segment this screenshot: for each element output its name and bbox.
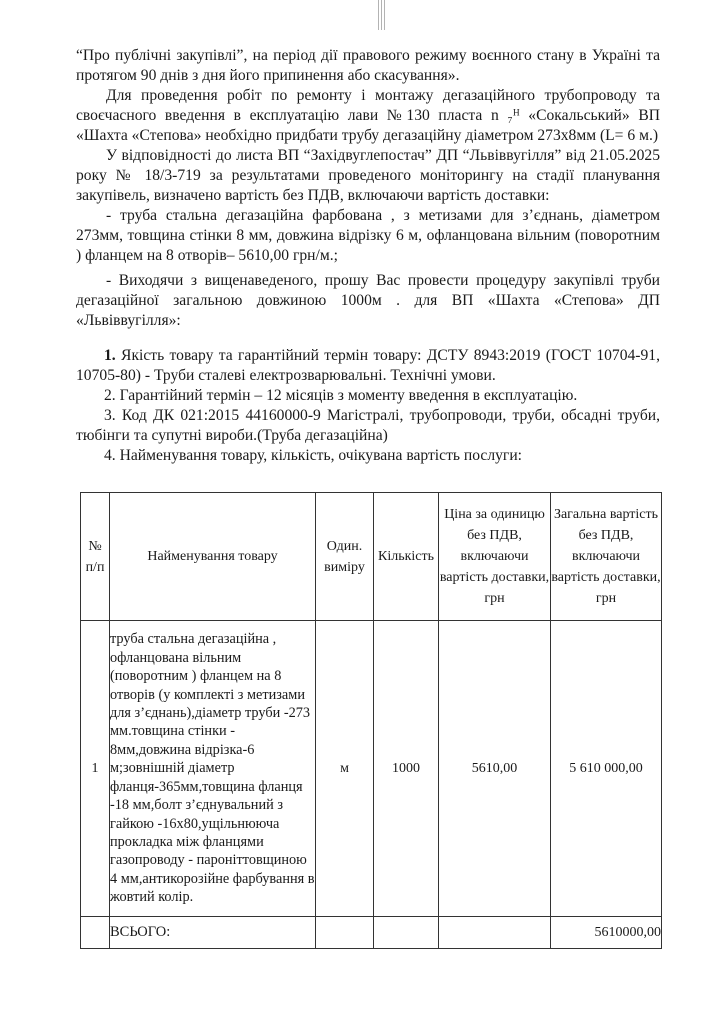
item-warranty: [76, 386, 660, 406]
row-unit-price: 5610,00: [439, 621, 551, 917]
item-text: Якість товару та гарантійний термін товару: ДСТУ 8943:2019 (ГОСТ 10704-91, 10705-80) - Труби сталеві електрозварювальні. Технічні умови.: [76, 347, 660, 384]
item-quality: [76, 346, 660, 386]
item-text: Найменування товару, кількість, очікувана вартість послуги:: [115, 447, 522, 464]
paragraph-pipe-spec: - труба стальна дегазаційна фарбована , з метизами для з’єднань, діаметром 273мм, товщина стінки 8 мм, довжина відрізку 6 м, офланцована вільним (поворотним ) фланцем на 8 отворів– 5610,00 грн/м.;: [76, 207, 660, 264]
header-unit-price: Ціна за одиницю без ПДВ, включаючи вартість доставки, грн: [439, 493, 551, 621]
total-value: 5610000,00: [551, 917, 662, 949]
total-label: ВСЬОГО:: [110, 917, 316, 949]
item-goods-list-title: [76, 446, 660, 466]
item-number: 2.: [104, 387, 116, 404]
paragraph-request: - Виходячи з вищенаведеного, прошу Вас провести процедуру закупівлі труби дегазаційної загальною довжиною 1000м . для ВП «Шахта «Степова» ДП «Львіввугілля»:: [76, 272, 660, 329]
header-unit: Один. виміру: [316, 493, 374, 621]
table-total-row: [81, 917, 662, 949]
document-body: [76, 46, 660, 466]
item-number: 4.: [104, 447, 116, 464]
row-quantity: 1000: [374, 621, 439, 917]
goods-table: [80, 492, 662, 949]
scan-artifact: [378, 0, 387, 30]
row-number: 1: [81, 621, 110, 917]
row-unit: м: [316, 621, 374, 917]
row-total-cost: 5 610 000,00: [551, 621, 662, 917]
table-header-row: [81, 493, 662, 621]
paragraph-law-reference: “Про публічні закупівлі”, на період дії правового режиму воєнного стану в Україні та протягом 90 днів з дня його припинення або скасування».: [76, 47, 660, 84]
table-row: [81, 621, 662, 917]
item-number: 3.: [104, 407, 116, 424]
item-text: Код ДК 021:2015 44160000-9 Магістралі, трубопроводи, труби, обсадні труби, тюбінги та супутні вироби.(Труба дегазаційна): [76, 407, 660, 444]
header-quantity: Кількість: [374, 493, 439, 621]
header-total-cost: Загальна вартість без ПДВ, включаючи вартість доставки, грн: [551, 493, 662, 621]
header-number: № п/п: [81, 493, 110, 621]
paragraph-purpose: Для проведення робіт по ремонту і монтажу дегазаційного трубопроводу та своєчасного введення в експлуатацію лави №130 пласта n ₇ᴴ «Сокальський» ВП «Шахта «Степова» необхідно придбати трубу дегазаційну діаметром 273х8мм (L= 6 м.): [76, 87, 660, 144]
item-text: Гарантійний термін – 12 місяців з моменту введення в експлуатацію.: [115, 387, 578, 404]
row-product-name: труба стальна дегазаційна , офланцована вільним (поворотним ) фланцем на 8 отворів (у комплекті з метизами для з’єднань),діаметр труби -273 мм.товщина стінки - 8мм,довжина відрізка-6 м;зовнішній діаметр фланця-365мм,товщина фланця -18 мм,болт з’єднувальний з гайкою -16х80,ущільнююча прокладка між фланцями газопроводу - пароніттовщиною 4 мм,антикорозійне фарбування в жовтий колір.: [110, 621, 316, 917]
header-product-name: Найменування товару: [110, 493, 316, 621]
item-dk-code: [76, 406, 660, 446]
paragraph-monitoring: У відповідності до листа ВП “Західвуглепостач” ДП “Львіввугілля” від 21.05.2025 року № 18/3-719 за результатами проведеного моніторингу на стадії планування закупівель, визначено вартість без ПДВ, включаючи вартість доставки:: [76, 147, 660, 204]
item-number: 1.: [104, 347, 116, 364]
